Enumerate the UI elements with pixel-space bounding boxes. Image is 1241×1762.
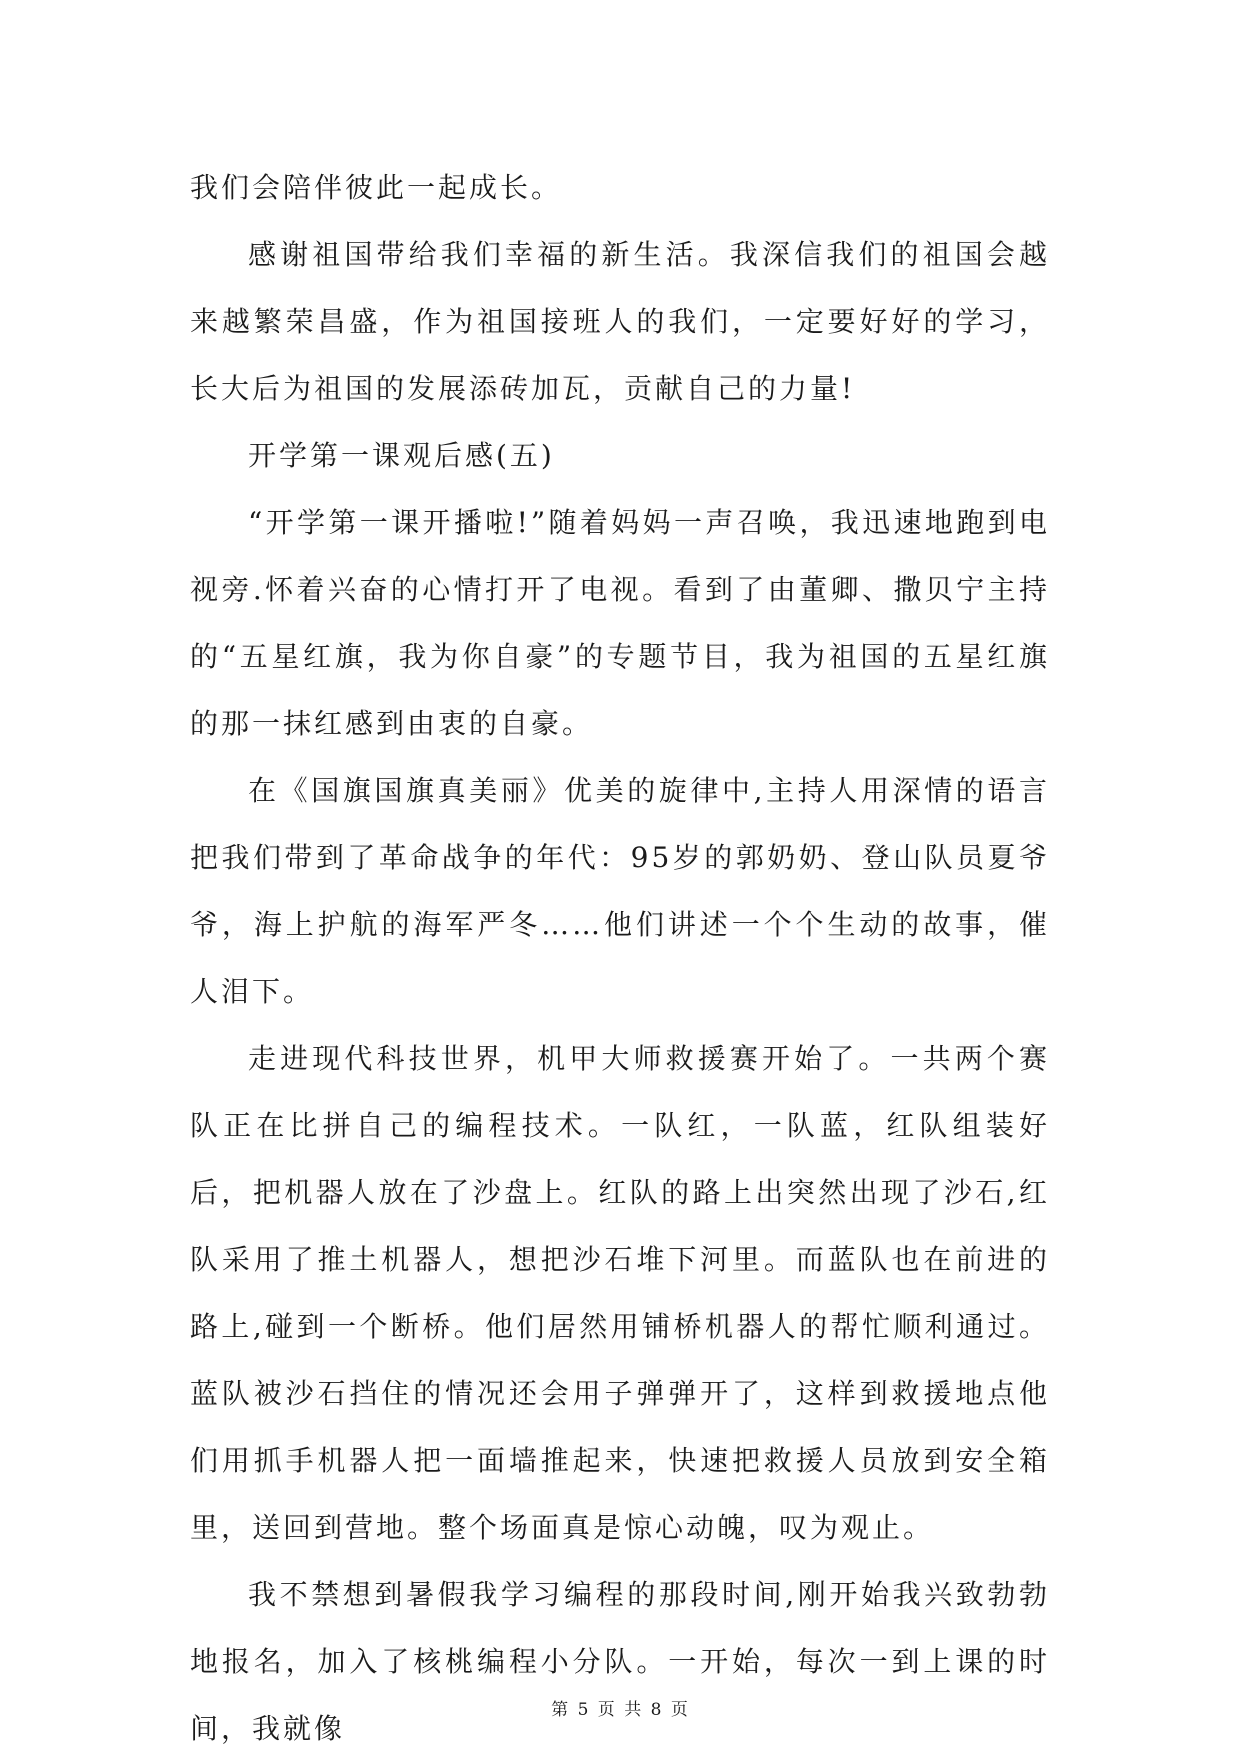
paragraph: 在《国旗国旗真美丽》优美的旋律中,主持人用深情的语言把我们带到了革命战争的年代：95岁的郭奶奶、登山队员夏爷爷，海上护航的海军严冬……他们讲述一个个生动的故事，催人泪下。	[190, 774, 1050, 1008]
paragraph: 走进现代科技世界，机甲大师救援赛开始了。一共两个赛队正在比拼自己的编程技术。一队红，一队蓝，红队组装好后，把机器人放在了沙盘上。红队的路上出突然出现了沙石,红队采用了推土机器人，想把沙石堆下河里。而蓝队也在前进的路上,碰到一个断桥。他们居然用铺桥机器人的帮忙顺利通过。蓝队被沙石挡住的情况还会用子弹弹开了，这样到救援地点他们用抓手机器人把一面墙推起来，快速把救援人员放到安全箱里，送回到营地。整个场面真是惊心动魄，叹为观止。	[190, 1042, 1050, 1544]
paragraph: 我不禁想到暑假我学习编程的那段时间,刚开始我兴致勃勃地报名，加入了核桃编程小分队。一开始，每次一到上课的时间，我就像	[190, 1578, 1050, 1745]
document-body	[190, 154, 1050, 1762]
section-heading: 开学第一课观后感(五)	[248, 439, 555, 472]
paragraph: “开学第一课开播啦!”随着妈妈一声召唤，我迅速地跑到电视旁.怀着兴奋的心情打开了电视。看到了由董卿、撒贝宁主持的“五星红旗，我为你自豪”的专题节目，我为祖国的五星红旗的那一抹红感到由衷的自豪。	[190, 506, 1050, 740]
paragraph: 我们会陪伴彼此一起成长。	[190, 171, 563, 204]
page-number-footer: 第 5 页 共 8 页	[551, 1700, 690, 1720]
paragraph: 感谢祖国带给我们幸福的新生活。我深信我们的祖国会越来越繁荣昌盛，作为祖国接班人的我们，一定要好好的学习，长大后为祖国的发展添砖加瓦，贡献自己的力量!	[190, 238, 1050, 405]
